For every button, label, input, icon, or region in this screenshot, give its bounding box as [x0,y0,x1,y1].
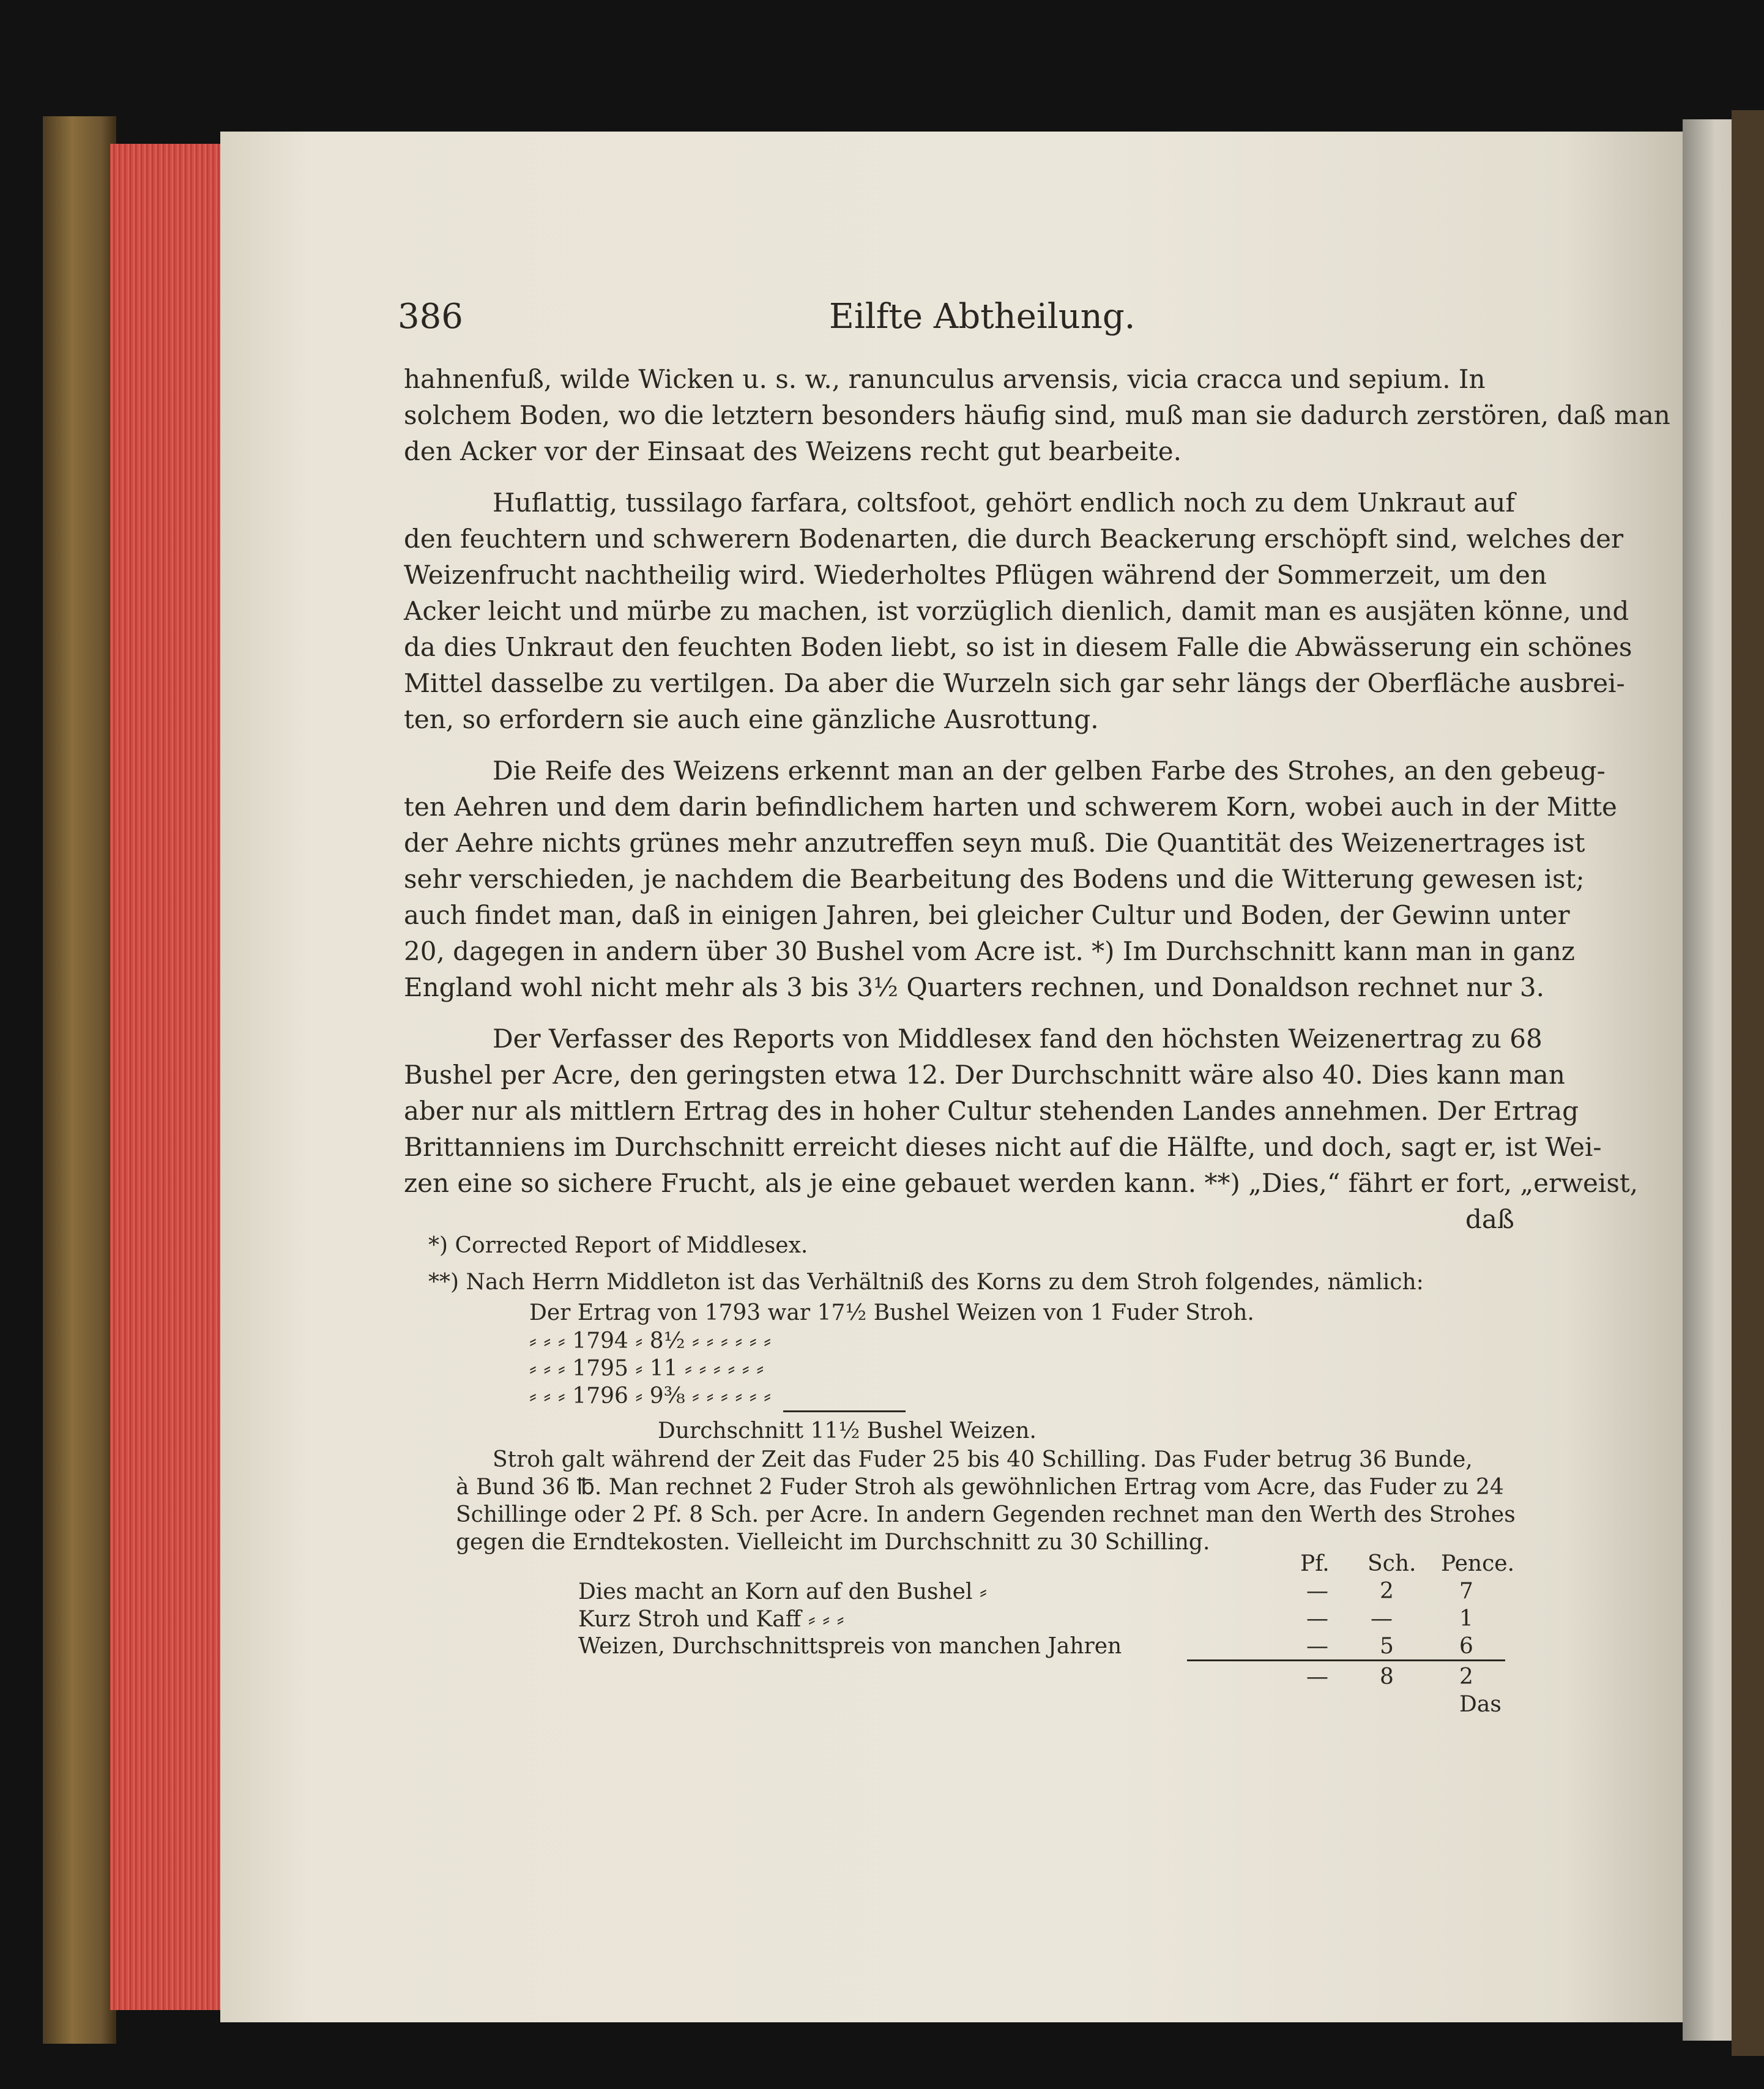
body-line: ten, so erfordern sie auch eine gänzliche Ausrottung. [404,704,1099,734]
sum-rule [783,1410,906,1412]
body-line: Huflattig, tussilago farfara, coltsfoot, gehört endlich noch zu dem Unkraut auf [493,488,1515,518]
body-line: den feuchtern und schwerern Bodenarten, die durch Beackerung erschöpft sind, welches der [404,524,1624,554]
yield-row: ⸗ ⸗ ⸗ 1796 ⸗ 9⅜ ⸗ ⸗ ⸗ ⸗ ⸗ ⸗ [529,1383,772,1409]
footnote-para-line: Schillinge oder 2 Pf. 8 Sch. per Acre. In andern Gegenden rechnet man den Werth des Strohes [456,1502,1516,1527]
body-line: England wohl nicht mehr als 3 bis 3½ Quarters rechnen, und Donaldson rechnet nur 3. [404,972,1544,1002]
price-row-sch: — [1371,1606,1393,1631]
body-line: den Acker vor der Einsaat des Weizens recht gut bearbeite. [404,436,1182,466]
catchword-body: daß [1465,1204,1514,1234]
footnote-para-line: gegen die Erndtekosten. Vielleicht im Durchschnitt zu 30 Schilling. [456,1530,1210,1555]
body-line: zen eine so sichere Frucht, als je eine gebauet werden kann. **) „Dies,“ fährt er fort, „erweist, [404,1168,1639,1198]
body-line: Acker leicht und mürbe zu machen, ist vorzüglich dienlich, damit man es ausjäten könne, und [404,596,1629,626]
body-line: auch findet man, daß in einigen Jahren, bei gleicher Cultur und Boden, der Gewinn unter [404,900,1570,930]
price-row-label: Kurz Stroh und Kaff ⸗ ⸗ ⸗ [578,1607,844,1632]
body-line: Der Verfasser des Reports von Middlesex fand den höchsten Weizenertrag zu 68 [493,1024,1543,1054]
price-row-label: Dies macht an Korn auf den Bushel ⸗ [578,1579,987,1604]
body-line: der Aehre nichts grünes mehr anzutreffen seyn muß. Die Quantität des Weizenertrages ist [404,828,1585,858]
col-header-pf: Pf. [1300,1551,1330,1576]
body-line: Mittel dasselbe zu vertilgen. Da aber die Wurzeln sich gar sehr längs der Oberfläche ausbrei- [404,668,1625,698]
yield-row: ⸗ ⸗ ⸗ 1795 ⸗ 11 ⸗ ⸗ ⸗ ⸗ ⸗ ⸗ [529,1356,764,1381]
footnote-2-intro: **) Nach Herrn Middleton ist das Verhältniß des Korns zu dem Stroh folgendes, nämlich: [428,1270,1424,1295]
yield-row: ⸗ ⸗ ⸗ 1794 ⸗ 8½ ⸗ ⸗ ⸗ ⸗ ⸗ ⸗ [529,1328,772,1354]
col-header-sch: Sch. [1368,1551,1416,1576]
book-spine [43,116,116,2044]
footnote-para-line: à Bund 36 ℔. Man rechnet 2 Fuder Stroh als gewöhnlichen Ertrag vom Acre, das Fuder zu 24 [456,1475,1504,1500]
body-line: hahnenfuß, wilde Wicken u. s. w., ranunculus arvensis, vicia cracca und sepium. In [404,364,1486,394]
body-line: aber nur als mittlern Ertrag des in hoher Cultur stehenden Landes annehmen. Der Ertrag [404,1096,1579,1126]
body-line: Die Reife des Weizens erkennt man an der gelben Farbe des Strohes, an den gebeug- [493,756,1606,786]
col-header-pence: Pence. [1441,1551,1515,1576]
catchword-footnote: Das [1459,1692,1502,1717]
price-row-pence: 6 [1459,1634,1473,1659]
price-row-pf: — [1306,1634,1328,1659]
body-line: da dies Unkraut den feuchten Boden liebt, so ist in diesem Falle die Abwässerung ein schönes [404,632,1632,662]
body-line: solchem Boden, wo die letztern besonders häufig sind, muß man sie dadurch zerstören, daß man [404,400,1670,430]
price-row-sch: 5 [1380,1634,1394,1659]
page-number: 386 [398,297,463,337]
total-pence: 2 [1459,1664,1473,1689]
footnote-para-line: Stroh galt während der Zeit das Fuder 25 bis 40 Schilling. Das Fuder betrug 36 Bunde, [493,1447,1473,1472]
total-rule [1187,1659,1505,1661]
price-row-pence: 1 [1459,1606,1473,1631]
body-line: Brittanniens im Durchschnitt erreicht dieses nicht auf die Hälfte, und doch, sagt er, ist Wei- [404,1132,1602,1162]
body-line: ten Aehren und dem darin befindlichem harten und schwerem Korn, wobei auch in der Mitte [404,792,1617,822]
total-sch: 8 [1380,1664,1394,1689]
body-line: Bushel per Acre, den geringsten etwa 12. Der Durchschnitt wäre also 40. Dies kann man [404,1060,1565,1090]
body-line: 20, dagegen in andern über 30 Bushel vom Acre ist. *) Im Durchschnitt kann man in ganz [404,936,1575,966]
price-row-pf: — [1306,1606,1328,1631]
average-row: Durchschnitt 11½ Bushel Weizen. [658,1418,1036,1443]
running-title: Eilfte Abtheilung. [829,297,1136,337]
yield-row: Der Ertrag von 1793 war 17½ Bushel Weizen von 1 Fuder Stroh. [529,1300,1254,1325]
price-row-pf: — [1306,1579,1328,1604]
price-row-sch: 2 [1380,1579,1394,1604]
facing-cover [1732,110,1764,2056]
price-row-label: Weizen, Durchschnittspreis von manchen Jahren [578,1634,1122,1659]
price-row-pence: 7 [1459,1579,1473,1604]
page-edges [110,144,223,2010]
footnote-1: *) Corrected Report of Middlesex. [428,1233,808,1258]
body-line: Weizenfrucht nachtheilig wird. Wiederholtes Pflügen während der Sommerzeit, um den [404,560,1547,590]
body-line: sehr verschieden, je nachdem die Bearbeitung des Bodens und die Witterung gewesen ist; [404,864,1585,894]
total-pf: — [1306,1664,1328,1689]
